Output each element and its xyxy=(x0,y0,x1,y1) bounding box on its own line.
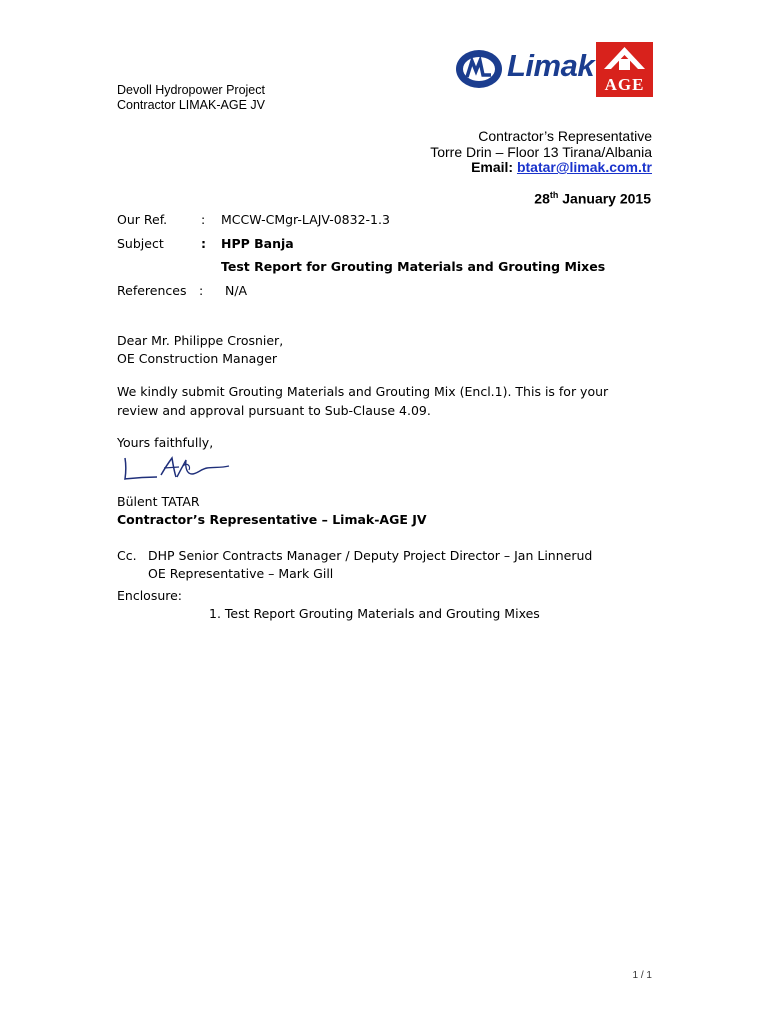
body-paragraph-line-1: We kindly submit Grouting Materials and Grouting Mix (Encl.1). This is for your xyxy=(117,384,609,399)
email-label: Email: xyxy=(471,159,514,175)
email-link[interactable]: btatar@limak.com.tr xyxy=(516,159,652,175)
contractor-representative-block xyxy=(430,129,652,176)
references-colon: : xyxy=(199,283,204,298)
email-line xyxy=(430,160,652,176)
date-suffix: th xyxy=(549,190,559,200)
contractor-title: Contractor’s Representative xyxy=(478,128,652,144)
subject-colon: : xyxy=(201,236,206,251)
subject-label: Subject xyxy=(117,236,164,251)
our-ref-label: Our Ref. xyxy=(117,212,168,227)
letter-date xyxy=(534,190,651,207)
recipient-title: OE Construction Manager xyxy=(117,351,278,366)
logo-brand-text: Limak xyxy=(507,48,595,83)
page-number: 1 / 1 xyxy=(632,970,652,981)
house-roof-icon xyxy=(602,45,647,73)
letter-header xyxy=(117,83,265,113)
cc-line-2: OE Representative – Mark Gill xyxy=(148,566,334,581)
logo-age-box xyxy=(596,42,653,97)
subject-line-1: HPP Banja xyxy=(221,236,294,251)
signer-title: Contractor’s Representative – Limak-AGE JV xyxy=(117,512,427,527)
our-ref-colon: : xyxy=(201,212,206,227)
signer-name: Bülent TATAR xyxy=(117,494,200,509)
company-logo xyxy=(455,42,653,97)
logo-sub-text: AGE xyxy=(604,75,645,94)
references-label: References xyxy=(117,283,187,298)
our-ref-value: MCCW-CMgr-LAJV-0832-1.3 xyxy=(221,212,390,227)
enclosure-label: Enclosure: xyxy=(117,588,183,603)
enclosure-item-1: 1. Test Report Grouting Materials and Grouting Mixes xyxy=(209,606,540,621)
body-paragraph-line-2: review and approval pursuant to Sub-Clause 4.09. xyxy=(117,403,431,418)
date-rest: January 2015 xyxy=(562,190,651,207)
signature-image xyxy=(117,452,232,488)
salutation: Dear Mr. Philippe Crosnier, xyxy=(117,333,284,348)
references-value: N/A xyxy=(225,283,248,298)
cc-label: Cc. xyxy=(117,548,137,563)
contractor-name: Contractor LIMAK-AGE JV xyxy=(117,98,265,112)
subject-line-2: Test Report for Grouting Materials and Grouting Mixes xyxy=(221,259,606,274)
closing: Yours faithfully, xyxy=(117,435,214,450)
date-day: 28 xyxy=(534,190,550,207)
project-name: Devoll Hydropower Project xyxy=(117,83,265,97)
contractor-address: Torre Drin – Floor 13 Tirana/Albania xyxy=(430,143,652,160)
limak-emblem-icon xyxy=(455,49,503,89)
cc-line-1: DHP Senior Contracts Manager / Deputy Project Director – Jan Linnerud xyxy=(148,548,593,563)
